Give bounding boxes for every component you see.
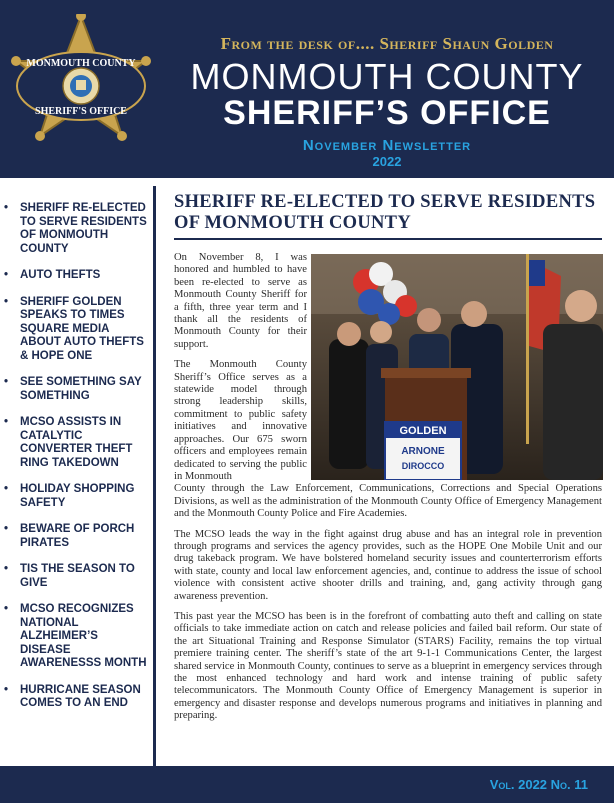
sidebar-divider <box>153 186 156 766</box>
newsletter-label: November Newsletter <box>302 137 472 154</box>
article-body <box>174 252 602 731</box>
contents-item[interactable]: • HURRICANE SEASON COMES TO AN END <box>4 684 150 711</box>
article-paragraph: County through the Law Enforcement, Communications, Corrections and Special Operations Divisions, as well as the administration of the Monmouth County Office of Emergency Management and the Monmouth County Police and Fire Academies. <box>174 483 602 520</box>
article-paragraph: The Monmouth County Sheriff’s Office serves as a statewide model through strong leadership skills, commitment to public safety initiatives and innovative approaches. Our 675 sworn officers and employees remain dedicated to serving the public in Monmouth <box>174 359 307 482</box>
footer-bar <box>0 766 614 803</box>
masthead <box>0 0 614 178</box>
article-paragraph: This past year the MCSO has been is in the forefront of combatting auto theft and calling on state officials to take immediate action on catch and release policies and failed bail reform. Our state of the art Situational Training and Response Simulator (STARS) Facility, remains the top virtual premiere training center. The sheriff’s state of the art 9-1-1 Communications Center, the largest shared service in Monmouth County, continues to serve as a blueprint in emergency services through the most enhanced technology and hard work and intense training of public safety telecommunicators. The Monmouth County Office of Emergency Management is superior in emergency and disaster response and develops numerous programs and initiatives in planning and preparing. <box>174 610 602 722</box>
contents-item[interactable]: • SHERIFF GOLDEN SPEAKS TO TIMES SQUARE MEDIA ABOUT AUTO THEFTS & HOPE ONE <box>4 296 150 364</box>
contents-item[interactable]: • BEWARE OF PORCH PIRATES <box>4 523 150 550</box>
sheriff-star-badge-icon <box>6 14 156 164</box>
badge-top-text: MONMOUTH COUNTY <box>26 58 136 69</box>
campaign-sign-line3: DIROCCO <box>401 461 445 471</box>
headline-rule <box>174 238 602 240</box>
article-headline: SHERIFF RE-ELECTED TO SERVE RESIDENTS OF MONMOUTH COUNTY <box>174 192 596 233</box>
masthead-title-line2: SHERIFF’S OFFICE <box>223 94 551 132</box>
contents-list <box>4 202 150 724</box>
contents-item[interactable]: • MCSO ASSISTS IN CATALYTIC CONVERTER THEFT RING TAKEDOWN <box>4 416 150 470</box>
from-desk-line: From the desk of.... Sheriff Shaun Golden <box>220 34 554 53</box>
masthead-title-line1: MONMOUTH COUNTY <box>190 56 584 97</box>
campaign-sign-line1: GOLDEN <box>399 425 447 437</box>
article-header <box>174 192 602 234</box>
volume-number: Vol. 2022 No. 11 <box>489 777 588 792</box>
contents-sidebar <box>0 186 152 766</box>
contents-item[interactable]: • MCSO RECOGNIZES NATIONAL ALZHEIMER’S DISEASE AWARENESSS MONTH <box>4 603 150 671</box>
contents-item[interactable]: • HOLIDAY SHOPPING SAFETY <box>4 483 150 510</box>
contents-item[interactable]: • AUTO THEFTS <box>4 269 150 283</box>
contents-item[interactable]: • SHERIFF RE-ELECTED TO SERVE RESIDENTS OF MONMOUTH COUNTY <box>4 202 150 256</box>
article-paragraph: On November 8, I was honored and humbled to have been re-elected to serve as Monmouth County Sheriff for a fifth, three year term and I thank all the residents of Monmouth County for their support. <box>174 252 307 350</box>
contents-item[interactable]: • TIS THE SEASON TO GIVE <box>4 563 150 590</box>
article-paragraph: The MCSO leads the way in the fight against drug abuse and has an integral role in prevention through programs and services the agency provides, such as the HOPE One Mobile Unit and our drug takeback program. We have bolstered homeland security issues and counterterrorism efforts with state, county and local law enforcement agencies, and, continue to address the issue of school violence with consistent active shooter drills and training, and, gang activity through gang awareness prevention. <box>174 528 602 602</box>
contents-item[interactable]: • SEE SOMETHING SAY SOMETHING <box>4 376 150 403</box>
newsletter-year: 2022 <box>372 154 402 169</box>
campaign-sign-line2: ARNONE <box>401 446 445 457</box>
badge-bottom-text: SHERIFF'S OFFICE <box>35 106 127 117</box>
